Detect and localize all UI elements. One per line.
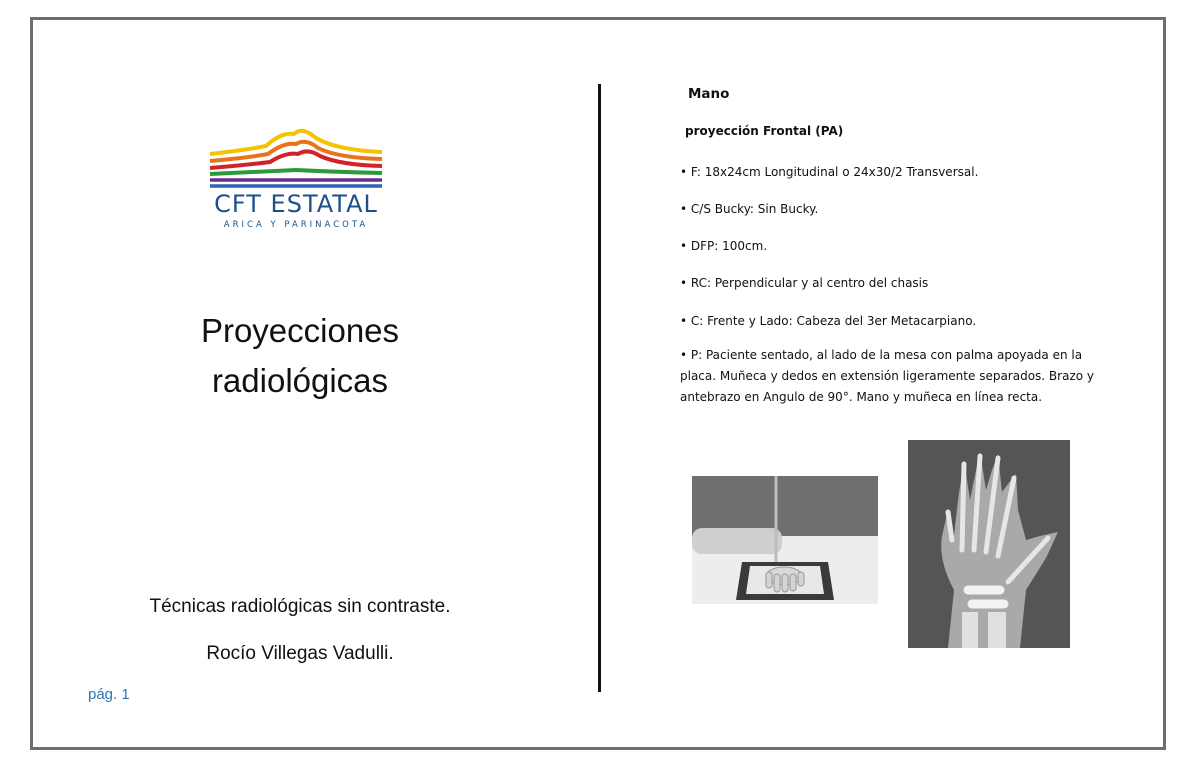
subtitle: Técnicas radiológicas sin contraste. bbox=[149, 596, 451, 617]
bullet-item: • P: Paciente sentado, al lado de la mesa con palma apoyada en la placa. Muñeca y dedos en extensión ligeramente separados. Brazo y antebrazo en Angulo de 90°. Mano y muñeca en línea recta. bbox=[680, 348, 1094, 404]
author-name: Rocío Villegas Vadulli. bbox=[206, 643, 394, 664]
hand-xray-icon bbox=[908, 440, 1070, 648]
logo-tagline: ARICA Y PARINACOTA bbox=[223, 220, 369, 230]
hand-positioning-photo bbox=[692, 476, 878, 604]
logo-stripes-icon bbox=[206, 124, 386, 190]
page-number: pág. 1 bbox=[88, 686, 130, 703]
title-line-2: radiológicas bbox=[211, 362, 389, 399]
bullet-item: • RC: Perpendicular y al centro del chasis bbox=[680, 276, 929, 290]
hand-positioning-illustration-icon bbox=[692, 476, 878, 604]
bullet-item: • C/S Bucky: Sin Bucky. bbox=[680, 202, 819, 216]
title-line-1: Proyecciones bbox=[200, 312, 400, 349]
section-heading: Mano bbox=[688, 86, 730, 102]
logo-name: CFT ESTATAL bbox=[214, 190, 378, 218]
page-divider bbox=[598, 84, 601, 692]
bullet-item: • F: 18x24cm Longitudinal o 24x30/2 Transversal. bbox=[680, 165, 979, 179]
hand-xray-image bbox=[908, 440, 1070, 648]
cft-estatal-logo bbox=[206, 124, 386, 234]
section-subheading: proyección Frontal (PA) bbox=[685, 124, 844, 138]
bullet-item: • DFP: 100cm. bbox=[680, 239, 768, 253]
bullet-item: • C: Frente y Lado: Cabeza del 3er Metacarpiano. bbox=[680, 314, 977, 328]
page-title bbox=[150, 306, 450, 406]
